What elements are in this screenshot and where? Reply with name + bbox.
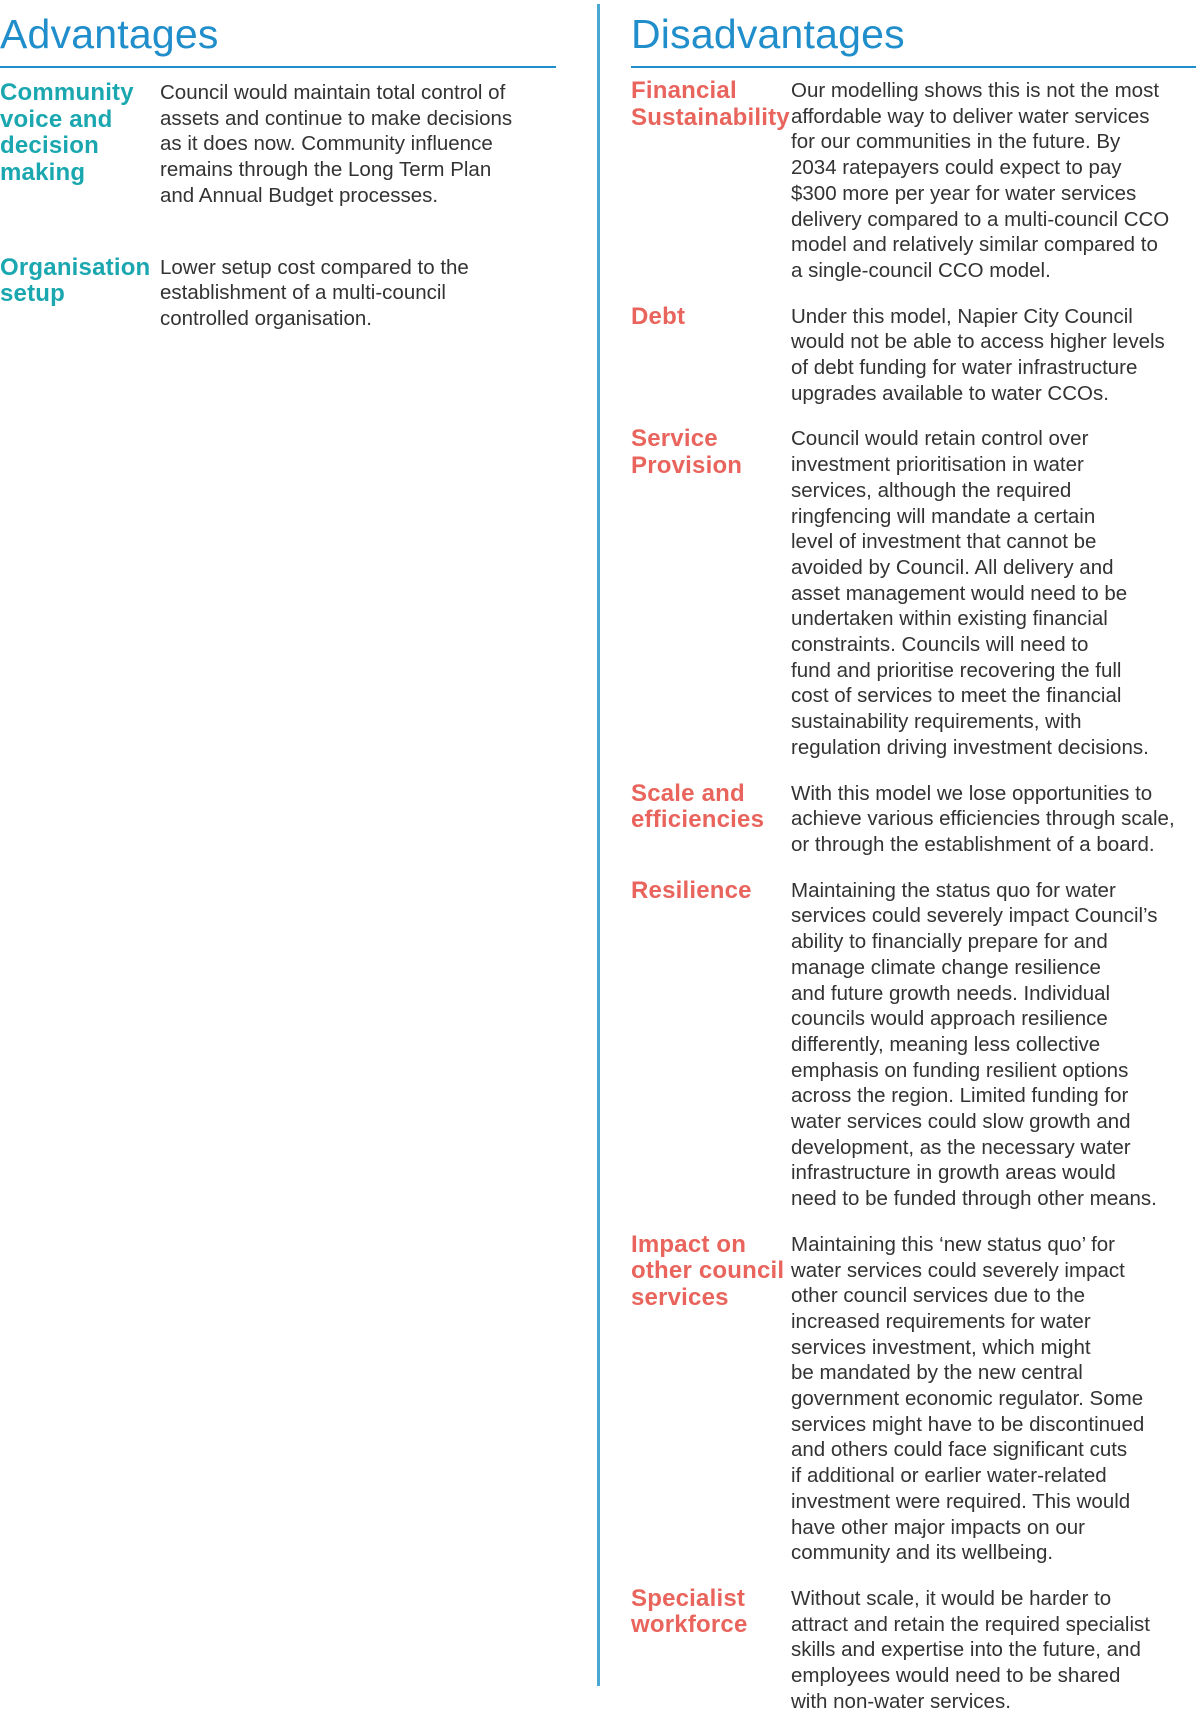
disadvantage-text-line: services might have to be discontinued — [791, 1412, 1145, 1436]
disadvantage-label-line: other council — [631, 1257, 785, 1285]
advantage-label-line: decision — [0, 132, 99, 159]
disadvantage-text-line: differently, meaning less collective — [791, 1032, 1101, 1056]
disadvantage-label — [631, 304, 791, 331]
disadvantage-label-line: Debt — [631, 302, 686, 330]
advantage-row — [0, 80, 556, 209]
disadvantage-text-line: avoided by Council. All delivery and — [791, 555, 1114, 579]
disadvantage-row — [631, 78, 1196, 284]
advantage-text-line: remains through the Long Term Plan — [160, 158, 492, 182]
disadvantage-text-line: Maintaining the status quo for water — [791, 878, 1116, 902]
disadvantage-text-line: Without scale, it would be harder to — [791, 1586, 1112, 1610]
disadvantage-text-line: regulation driving investment decisions. — [791, 735, 1149, 759]
disadvantage-text-line: cost of services to meet the financial — [791, 684, 1122, 708]
disadvantage-text-line: development, as the necessary water — [791, 1135, 1131, 1159]
advantage-text-line: as it does now. Community influence — [160, 132, 493, 156]
disadvantage-text-line: investment were required. This would — [791, 1489, 1131, 1513]
disadvantages-heading: Disadvantages — [631, 11, 905, 57]
disadvantage-description — [791, 1586, 1196, 1715]
disadvantage-text-line: need to be funded through other means. — [791, 1187, 1157, 1211]
disadvantage-text-line: infrastructure in growth areas would — [791, 1161, 1116, 1185]
disadvantage-text-line: fund and prioritise recovering the full — [791, 658, 1122, 682]
disadvantage-text-line: services investment, which might — [791, 1335, 1091, 1359]
disadvantage-text-line: and others could face significant cuts — [791, 1438, 1128, 1462]
disadvantage-row — [631, 426, 1196, 760]
disadvantage-text-line: services, although the required — [791, 478, 1072, 502]
disadvantages-column — [631, 0, 1196, 1714]
disadvantage-row — [631, 1586, 1196, 1715]
advantage-label — [0, 255, 160, 308]
disadvantage-text-line: services could severely impact Council’s — [791, 904, 1158, 928]
disadvantage-text-line: for our communities in the future. By — [791, 130, 1121, 154]
disadvantage-description — [791, 78, 1196, 284]
disadvantage-label — [631, 781, 791, 834]
disadvantage-description — [791, 878, 1196, 1212]
advantages-heading: Advantages — [0, 11, 219, 57]
disadvantage-text-line: across the region. Limited funding for — [791, 1084, 1129, 1108]
advantage-text-line: controlled organisation. — [160, 306, 372, 330]
disadvantage-text-line: With this model we lose opportunities to — [791, 781, 1153, 805]
advantage-label-line: making — [0, 158, 86, 186]
disadvantage-text-line: upgrades available to water CCOs. — [791, 381, 1109, 405]
disadvantage-text-line: if additional or earlier water-related — [791, 1464, 1107, 1488]
disadvantage-text-line: $300 more per year for water services — [791, 181, 1137, 205]
disadvantage-label-line: Sustainability — [631, 103, 790, 131]
disadvantage-text-line: achieve various efficiencies through scale, — [791, 807, 1175, 831]
disadvantage-text-line: a single-council CCO model. — [791, 258, 1051, 282]
advantage-label-line: setup — [0, 280, 66, 308]
advantage-text-line: assets and continue to make decisions — [160, 106, 513, 130]
disadvantage-text-line: increased requirements for water — [791, 1309, 1091, 1333]
advantage-text-line: and Annual Budget processes. — [160, 183, 439, 207]
disadvantage-description — [791, 304, 1196, 407]
disadvantage-text-line: skills and expertise into the future, and — [791, 1638, 1141, 1662]
disadvantage-label-line: Specialist — [631, 1584, 746, 1612]
advantage-label-line: voice and — [0, 105, 113, 133]
disadvantage-text-line: 2034 ratepayers could expect to pay — [791, 156, 1122, 180]
advantage-text-line: Lower setup cost compared to the — [160, 255, 469, 279]
advantage-description — [160, 255, 556, 332]
disadvantage-text-line: undertaken within existing financial — [791, 607, 1108, 631]
advantage-label — [0, 80, 160, 186]
disadvantage-text-line: sustainability requirements, with — [791, 710, 1082, 734]
advantage-text-line: establishment of a multi-council — [160, 281, 446, 305]
disadvantage-text-line: Council would retain control over — [791, 427, 1089, 451]
advantages-list — [0, 68, 556, 332]
disadvantage-text-line: Under this model, Napier City Council — [791, 304, 1133, 328]
disadvantage-label-line: Provision — [631, 451, 743, 479]
advantage-description — [160, 80, 556, 209]
disadvantage-text-line: model and relatively similar compared to — [791, 233, 1158, 257]
advantage-label-line: Organisation — [0, 253, 151, 281]
disadvantage-label-line: efficiencies — [631, 806, 765, 834]
disadvantage-text-line: ability to financially prepare for and — [791, 930, 1108, 954]
disadvantage-label — [631, 426, 791, 479]
disadvantage-text-line: water services could severely impact — [791, 1258, 1125, 1282]
disadvantage-text-line: be mandated by the new central — [791, 1361, 1083, 1385]
advantage-row — [0, 255, 556, 332]
disadvantage-label — [631, 1232, 791, 1312]
disadvantage-text-line: manage climate change resilience — [791, 955, 1101, 979]
disadvantage-text-line: affordable way to deliver water services — [791, 104, 1150, 128]
disadvantage-text-line: ringfencing will mandate a certain — [791, 504, 1096, 528]
disadvantage-text-line: with non-water services. — [791, 1689, 1011, 1713]
disadvantage-text-line: water services could slow growth and — [791, 1110, 1131, 1134]
disadvantage-row — [631, 304, 1196, 407]
disadvantage-label-line: Impact on — [631, 1230, 747, 1258]
disadvantage-row — [631, 781, 1196, 858]
disadvantages-list — [631, 68, 1196, 1714]
disadvantage-description — [791, 1232, 1196, 1566]
disadvantage-text-line: and future growth needs. Individual — [791, 981, 1111, 1005]
disadvantage-text-line: councils would approach resilience — [791, 1007, 1108, 1031]
disadvantage-text-line: delivery compared to a multi-council CCO — [791, 207, 1170, 231]
disadvantage-text-line: investment prioritisation in water — [791, 453, 1084, 477]
disadvantage-label-line: workforce — [631, 1611, 748, 1639]
disadvantage-text-line: employees would need to be shared — [791, 1664, 1121, 1688]
advantage-label-line: Community — [0, 79, 134, 106]
disadvantage-label-line: Scale and — [631, 779, 745, 807]
disadvantage-text-line: other council services due to the — [791, 1284, 1085, 1308]
disadvantage-description — [791, 781, 1196, 858]
disadvantage-label-line: Financial — [631, 77, 737, 104]
disadvantage-text-line: level of investment that cannot be — [791, 530, 1097, 554]
disadvantage-text-line: have other major impacts on our — [791, 1515, 1085, 1539]
disadvantage-row — [631, 878, 1196, 1212]
disadvantage-text-line: community and its wellbeing. — [791, 1541, 1054, 1565]
disadvantage-text-line: Our modelling shows this is not the most — [791, 79, 1160, 102]
disadvantage-text-line: emphasis on funding resilient options — [791, 1058, 1129, 1082]
disadvantage-text-line: constraints. Councils will need to — [791, 633, 1089, 657]
disadvantage-label — [631, 878, 791, 905]
disadvantage-text-line: government economic regulator. Some — [791, 1387, 1144, 1411]
disadvantage-text-line: attract and retain the required specialist — [791, 1612, 1150, 1636]
disadvantage-label — [631, 1586, 791, 1639]
column-divider — [597, 4, 600, 1686]
disadvantage-text-line: asset management would need to be — [791, 581, 1128, 605]
disadvantage-label-line: Service — [631, 425, 718, 453]
disadvantage-label — [631, 78, 791, 131]
disadvantage-label-line: services — [631, 1283, 729, 1311]
disadvantage-text-line: of debt funding for water infrastructure — [791, 356, 1138, 380]
disadvantage-description — [791, 426, 1196, 760]
disadvantage-row — [631, 1232, 1196, 1566]
disadvantage-text-line: or through the establishment of a board. — [791, 832, 1155, 856]
advantage-text-line: Council would maintain total control of — [160, 81, 506, 104]
disadvantage-text-line: Maintaining this ‘new status quo’ for — [791, 1232, 1115, 1256]
disadvantage-text-line: would not be able to access higher levels — [791, 330, 1165, 354]
disadvantage-label-line: Resilience — [631, 876, 752, 904]
advantages-column — [0, 0, 556, 332]
